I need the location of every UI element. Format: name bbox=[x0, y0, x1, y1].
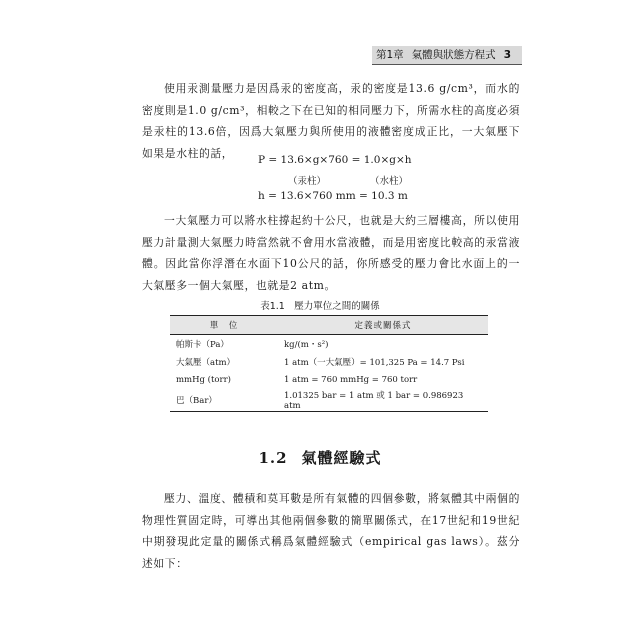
definition-cell: kg/(m・s²) bbox=[284, 340, 329, 350]
table-row bbox=[170, 353, 488, 371]
paragraph-mercury-density: 使用汞測量壓力是因爲汞的密度高，汞的密度是13.6 g/cm³，而水的密度則是1.0 g/cm³，相較之下在已知的相同壓力下，所需水柱的高度必須是汞柱的13.6倍，因爲大氣壓力與所使用的液體密度成正比，一大氣壓下如果是水柱的話， bbox=[142, 82, 520, 160]
table-row bbox=[170, 335, 488, 354]
column-header-unit: 單 位 bbox=[170, 316, 278, 335]
equation-label-mercury: （汞柱） bbox=[288, 176, 327, 187]
page-number: 3 bbox=[503, 48, 511, 61]
unit-cell: 大氣壓（atm） bbox=[176, 358, 236, 368]
table-row bbox=[170, 389, 488, 412]
section-number: 1.2 bbox=[258, 449, 288, 467]
chapter-number: 第1章 bbox=[376, 48, 404, 61]
equation-label-water: （水柱） bbox=[370, 176, 409, 187]
column-header-definition: 定義或關係式 bbox=[278, 316, 488, 335]
height-equation: h = 13.6×760 mm = 10.3 m bbox=[258, 190, 408, 202]
table-header-row bbox=[170, 316, 488, 335]
section-heading bbox=[0, 447, 640, 468]
paragraph-gas-laws-intro: 壓力、溫度、體積和莫耳數是所有氣體的四個參數，將氣體其中兩個的物理性質固定時，可導出其他兩個參數的簡單關係式，在17世紀和19世紀中期發現此定量的關係式稱爲氣體經驗式（empirical gas laws）。茲分述如下： bbox=[142, 492, 520, 570]
definition-cell: 1 atm = 760 mmHg = 760 torr bbox=[284, 375, 418, 385]
unit-cell: 巴（Bar） bbox=[170, 389, 278, 412]
pressure-equation: P = 13.6×g×760 = 1.0×g×h bbox=[258, 154, 412, 166]
section-title: 氣體經驗式 bbox=[301, 449, 382, 467]
table-caption: 表1.1 壓力單位之間的關係 bbox=[260, 301, 380, 312]
definition-cell: 1 atm（一大氣壓）= 101,325 Pa = 14.7 Psi bbox=[284, 358, 465, 368]
unit-cell: mmHg (torr) bbox=[176, 375, 231, 385]
chapter-title: 氣體與狀態方程式 bbox=[411, 48, 496, 61]
paragraph-water-column: 一大氣壓力可以將水柱撐起約十公尺，也就是大約三層樓高，所以使用壓力計量測大氣壓力時當然就不會用水當液體，而是用密度比較高的汞當液體。因此當你浮潛在水面下10公尺的話，你所感受的壓力會比水面上的一大氣壓多一個大氣壓，也就是2 atm。 bbox=[142, 214, 520, 292]
running-header bbox=[372, 46, 522, 65]
table-row bbox=[170, 371, 488, 389]
definition-cell: 1.01325 bar = 1 atm 或 1 bar = 0.986923 atm bbox=[278, 389, 488, 412]
pressure-units-table bbox=[170, 315, 488, 412]
unit-cell: 帕斯卡（Pa） bbox=[176, 340, 229, 350]
